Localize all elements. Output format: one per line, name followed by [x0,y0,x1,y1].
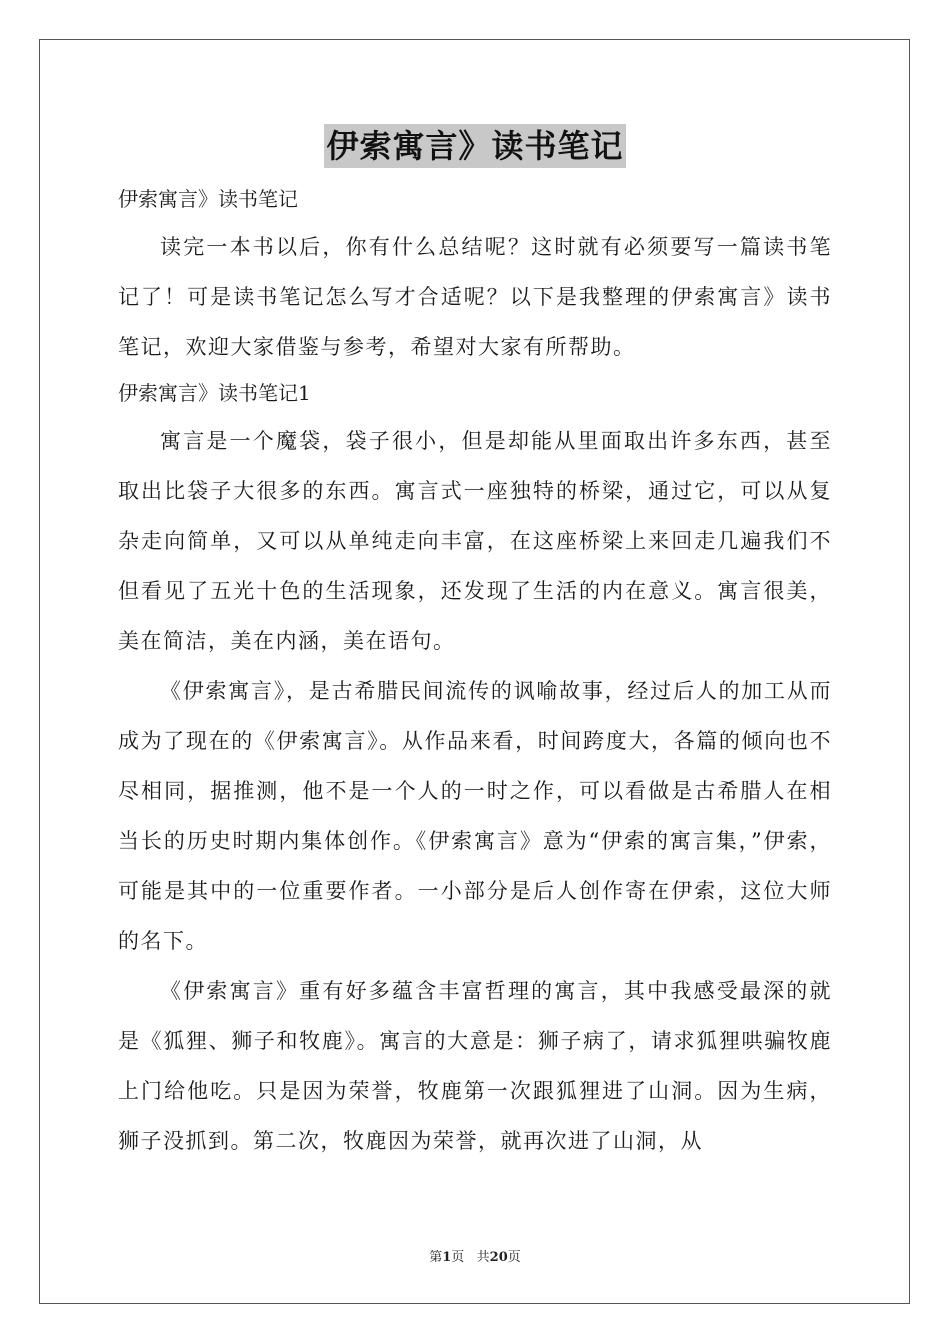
document-body [118,180,832,1166]
section-heading: 伊索寓言》读书笔记1 [118,381,311,405]
document-title: 伊索寓言》读书笔记 [324,124,625,168]
footer-suffix: 页 [507,1250,521,1265]
body-paragraph-2: 《伊索寓言》，是古希腊民间流传的讽喻故事，经过后人的加工从而成为了现在的《伊索寓言》。从作品来看，时间跨度大，各篇的倾向也不尽相同，据推测，他不是一个人的一时之作，可以看做是古希腊人在相当长的历史时期内集体创作。《伊索寓言》意为“伊索的寓言集，”伊索，可能是其中的一位重要作者。一小部分是后人创作寄在伊索，这位大师的名下。 [118,679,832,953]
subheading: 伊索寓言》读书笔记 [118,187,298,211]
footer-total-pages: 20 [489,1250,508,1265]
body-paragraph-1: 寓言是一个魔袋，袋子很小，但是却能从里面取出许多东西，甚至取出比袋子大很多的东西。寓言式一座独特的桥梁，通过它，可以从复杂走向简单，又可以从单纯走向丰富，在这座桥梁上来回走几遍我们不但看见了五光十色的生活现象，还发现了生活的内在意义。寓言很美，美在简洁，美在内涵，美在语句。 [118,429,832,653]
footer-prefix: 第 [429,1250,443,1265]
page-footer [0,1246,950,1265]
body-paragraph-3: 《伊索寓言》重有好多蕴含丰富哲理的寓言，其中我感受最深的就是《狐狸、狮子和牧鹿》。寓言的大意是：狮子病了，请求狐狸哄骗牧鹿上门给他吃。只是因为荣誉，牧鹿第一次跟狐狸进了山洞。因为生病，狮子没抓到。第二次，牧鹿因为荣誉，就再次进了山洞，从 [118,979,832,1153]
title-container [0,124,950,168]
intro-paragraph: 读完一本书以后，你有什么总结呢？这时就有必须要写一篇读书笔记了！可是读书笔记怎么写才合适呢？以下是我整理的伊索寓言》读书笔记，欢迎大家借鉴与参考，希望对大家有所帮助。 [118,235,832,359]
footer-page-number: 1 [442,1250,452,1265]
footer-mid: 页 共 [451,1250,490,1265]
